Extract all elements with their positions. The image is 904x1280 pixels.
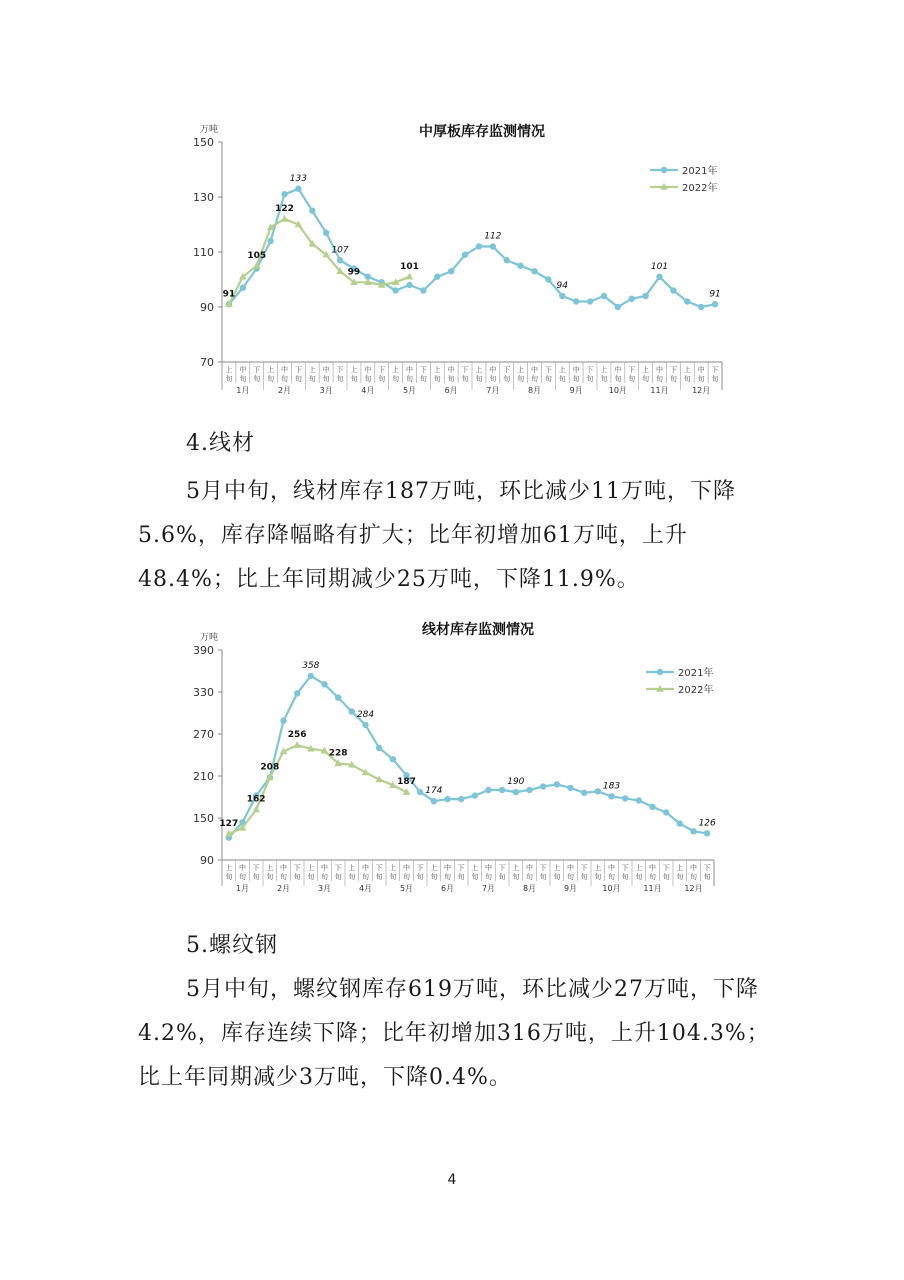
wire-inventory-chart <box>180 614 740 894</box>
x-month-label: 6月 <box>444 386 458 395</box>
data-point-2021 <box>267 238 273 244</box>
y-tick-label: 90 <box>200 854 214 867</box>
wire-section-paragraph: 5月中旬，线材库存187万吨，环比减少11万吨，下降5.6%，库存降幅略有扩大；比年初增加61万吨，上升48.4%；比上年同期减少25万吨，下降11.9%。 <box>138 479 736 592</box>
data-point-2021 <box>472 792 478 798</box>
x-month-label: 11月 <box>650 386 669 395</box>
x-period-label: 旬 <box>594 873 602 881</box>
data-point-2021 <box>540 783 546 789</box>
data-label: 99 <box>347 267 361 278</box>
x-period-label: 旬 <box>512 873 520 881</box>
y-tick-label: 150 <box>193 136 214 149</box>
x-period-label: 下 <box>416 864 424 872</box>
data-point-2021 <box>573 298 579 304</box>
x-period-label: 旬 <box>225 873 233 881</box>
data-point-2021 <box>295 186 301 192</box>
data-point-2021 <box>499 787 505 793</box>
data-point-2021 <box>615 304 621 310</box>
data-point-2021 <box>513 789 519 795</box>
x-period-label: 下 <box>539 864 547 872</box>
legend-marker <box>661 167 667 173</box>
x-period-label: 下 <box>457 864 465 872</box>
x-period-label: 旬 <box>266 873 274 881</box>
data-point-2021 <box>554 781 560 787</box>
x-period-label: 旬 <box>294 375 302 383</box>
x-period-label: 下 <box>334 864 342 872</box>
y-tick-label: 90 <box>200 301 214 314</box>
data-point-2021 <box>649 804 655 810</box>
x-period-label: 中 <box>281 366 288 374</box>
x-period-label: 上 <box>225 864 233 872</box>
x-period-label: 上 <box>635 864 643 872</box>
data-point-2021 <box>712 301 718 307</box>
data-point-2021 <box>417 789 423 795</box>
data-point-2021 <box>567 785 573 791</box>
data-point-2021 <box>434 274 440 280</box>
data-point-2021 <box>444 796 450 802</box>
x-period-label: 旬 <box>531 375 538 383</box>
x-period-label: 中 <box>485 864 492 872</box>
data-point-2021 <box>677 820 683 826</box>
x-period-label: 上 <box>433 366 441 374</box>
x-period-label: 下 <box>253 366 261 374</box>
x-period-label: 旬 <box>447 375 455 383</box>
x-period-label: 旬 <box>586 375 594 383</box>
x-month-label: 5月 <box>399 884 414 893</box>
x-period-label: 旬 <box>642 375 650 383</box>
data-label: 107 <box>331 245 349 256</box>
data-label: 256 <box>287 730 307 741</box>
x-period-label: 下 <box>378 366 386 374</box>
x-period-label: 旬 <box>321 873 328 881</box>
x-period-label: 中 <box>489 366 497 374</box>
rebar-section-heading: 5.螺纹钢 <box>186 933 278 958</box>
x-period-label: 中 <box>697 366 705 374</box>
x-period-label: 下 <box>628 366 636 374</box>
x-period-label: 上 <box>266 864 274 872</box>
x-period-label: 中 <box>239 366 247 374</box>
x-month-label: 9月 <box>569 386 583 395</box>
x-period-label: 上 <box>683 366 691 374</box>
y-tick-label: 130 <box>193 191 214 204</box>
x-period-label: 中 <box>280 864 287 872</box>
plate-inventory-chart-svg <box>180 110 740 400</box>
x-period-label: 旬 <box>697 375 705 383</box>
x-period-label: 中 <box>649 864 656 872</box>
data-point-2022 <box>406 273 414 280</box>
data-label: 183 <box>602 781 621 792</box>
x-period-label: 旬 <box>471 873 479 881</box>
data-label: 208 <box>260 762 280 773</box>
x-period-label: 上 <box>558 366 566 374</box>
data-label: 127 <box>219 819 239 830</box>
x-period-label: 旬 <box>461 375 469 383</box>
data-point-2021 <box>485 787 491 793</box>
x-period-label: 旬 <box>281 375 288 383</box>
x-month-label: 10月 <box>608 386 627 395</box>
x-period-label: 旬 <box>628 375 636 383</box>
x-period-label: 下 <box>586 366 594 374</box>
x-period-label: 下 <box>419 366 427 374</box>
y-tick-label: 210 <box>193 770 214 783</box>
data-point-2021 <box>559 293 565 299</box>
x-month-label: 2月 <box>276 884 291 893</box>
x-period-label: 旬 <box>544 375 552 383</box>
data-label: 174 <box>425 786 443 797</box>
data-point-2021 <box>642 293 648 299</box>
data-label: 133 <box>289 173 307 184</box>
y-axis-unit: 万吨 <box>199 633 218 643</box>
x-month-label: 12月 <box>684 884 703 893</box>
data-point-2021 <box>281 191 287 197</box>
x-month-label: 5月 <box>402 386 417 395</box>
x-month-label: 6月 <box>440 884 455 893</box>
data-label: 162 <box>246 794 266 805</box>
x-period-label: 旬 <box>567 873 574 881</box>
x-month-label: 1月 <box>235 884 250 893</box>
x-period-label: 下 <box>621 864 629 872</box>
x-period-label: 旬 <box>553 873 561 881</box>
data-point-2021 <box>608 793 614 799</box>
y-tick-label: 150 <box>193 812 214 825</box>
data-point-2021 <box>309 208 315 214</box>
series-line-2022年 <box>229 745 407 834</box>
x-period-label: 旬 <box>711 375 719 383</box>
x-period-label: 旬 <box>558 375 566 383</box>
x-period-label: 旬 <box>662 873 670 881</box>
x-period-label: 旬 <box>403 873 410 881</box>
x-period-label: 下 <box>544 366 552 374</box>
data-point-2021 <box>308 673 314 679</box>
data-point-2021 <box>545 276 551 282</box>
data-point-2021 <box>684 298 690 304</box>
x-period-label: 旬 <box>526 873 533 881</box>
data-point-2021 <box>294 690 300 696</box>
y-tick-label: 110 <box>193 246 214 259</box>
x-month-label: 3月 <box>319 386 333 395</box>
x-period-label: 旬 <box>267 375 275 383</box>
x-period-label: 旬 <box>621 873 629 881</box>
x-period-label: 中 <box>322 366 330 374</box>
x-period-label: 旬 <box>239 873 246 881</box>
x-period-label: 上 <box>348 864 356 872</box>
x-period-label: 下 <box>461 366 469 374</box>
x-period-label: 旬 <box>683 375 691 383</box>
series-line-2021年 <box>229 676 707 838</box>
legend-label: 2021年 <box>682 166 718 177</box>
data-label: 358 <box>302 660 320 671</box>
x-period-label: 旬 <box>239 375 247 383</box>
x-period-label: 旬 <box>444 873 451 881</box>
x-period-label: 旬 <box>362 873 369 881</box>
x-period-label: 下 <box>711 366 719 374</box>
x-period-label: 旬 <box>656 375 663 383</box>
data-point-2021 <box>698 304 704 310</box>
series-line-2021年 <box>229 189 715 307</box>
data-point-2021 <box>581 790 587 796</box>
data-point-2021 <box>587 298 593 304</box>
x-period-label: 中 <box>656 366 663 374</box>
x-period-label: 上 <box>676 864 684 872</box>
data-point-2021 <box>420 287 426 293</box>
x-period-label: 旬 <box>252 873 260 881</box>
x-period-label: 上 <box>600 366 608 374</box>
data-label: 101 <box>650 261 669 272</box>
x-month-label: 8月 <box>527 386 542 395</box>
x-period-label: 上 <box>308 366 316 374</box>
x-period-label: 下 <box>336 366 344 374</box>
rebar-section-paragraph: 5月中旬，螺纹钢库存619万吨，环比减少27万吨，下降4.2%，库存连续下降；比年初增加316万吨，上升104.3%；比上年同期减少3万吨，下降0.4%。 <box>138 977 770 1090</box>
data-point-2021 <box>690 828 696 834</box>
x-period-label: 下 <box>375 864 383 872</box>
x-period-label: 上 <box>475 366 483 374</box>
data-point-2021 <box>321 681 327 687</box>
data-point-2021 <box>704 830 710 836</box>
data-label: 105 <box>247 250 267 261</box>
x-period-label: 上 <box>642 366 650 374</box>
x-period-label: 旬 <box>389 873 397 881</box>
data-point-2021 <box>240 285 246 291</box>
x-period-label: 下 <box>662 864 670 872</box>
x-period-label: 上 <box>517 366 525 374</box>
wire-section-heading: 4.线材 <box>186 431 255 456</box>
x-period-label: 旬 <box>614 375 622 383</box>
x-period-label: 中 <box>447 366 455 374</box>
data-point-2021 <box>337 257 343 263</box>
x-period-label: 旬 <box>676 873 684 881</box>
y-tick-label: 70 <box>200 356 214 369</box>
wire-inventory-chart-svg <box>180 614 740 894</box>
x-period-label: 旬 <box>416 873 424 881</box>
x-month-label: 2月 <box>277 386 292 395</box>
data-point-2021 <box>531 268 537 274</box>
x-period-label: 旬 <box>375 873 383 881</box>
x-period-label: 旬 <box>608 873 615 881</box>
series-line-2022年 <box>229 219 410 304</box>
x-period-label: 上 <box>471 864 479 872</box>
x-period-label: 下 <box>294 366 302 374</box>
data-label: 126 <box>698 818 716 829</box>
x-period-label: 中 <box>608 864 615 872</box>
x-period-label: 旬 <box>280 873 287 881</box>
chart-title: 线材库存监测情况 <box>422 622 534 638</box>
data-label: 91 <box>709 289 721 300</box>
x-month-label: 3月 <box>317 884 332 893</box>
data-label: 94 <box>556 281 569 291</box>
data-point-2021 <box>376 745 382 751</box>
data-point-2021 <box>526 787 532 793</box>
data-point-2021 <box>595 788 601 794</box>
x-period-label: 旬 <box>539 873 547 881</box>
x-period-label: 旬 <box>572 375 580 383</box>
x-period-label: 中 <box>239 864 246 872</box>
data-point-2021 <box>490 243 496 249</box>
data-point-2021 <box>349 708 355 714</box>
x-period-label: 旬 <box>475 375 483 383</box>
data-point-2021 <box>392 287 398 293</box>
data-point-2021 <box>448 268 454 274</box>
x-period-label: 上 <box>389 864 397 872</box>
data-label: 187 <box>397 777 416 788</box>
x-period-label: 下 <box>252 864 260 872</box>
x-month-label: 11月 <box>643 884 662 893</box>
x-period-label: 旬 <box>485 873 492 881</box>
data-point-2022 <box>293 741 301 748</box>
data-point-2021 <box>476 243 482 249</box>
data-point-2021 <box>663 809 669 815</box>
x-period-label: 旬 <box>322 375 330 383</box>
x-period-label: 中 <box>690 864 697 872</box>
data-label: 190 <box>507 777 525 788</box>
x-month-label: 4月 <box>361 386 375 395</box>
x-period-label: 中 <box>403 864 410 872</box>
x-period-label: 上 <box>350 366 358 374</box>
x-period-label: 旬 <box>307 873 315 881</box>
data-point-2021 <box>629 296 635 302</box>
data-label: 228 <box>328 748 348 759</box>
data-point-2021 <box>323 230 329 236</box>
x-period-label: 旬 <box>350 375 358 383</box>
x-period-label: 下 <box>580 864 588 872</box>
y-tick-label: 390 <box>193 644 214 657</box>
legend-label: 2021年 <box>678 668 714 679</box>
data-label: 91 <box>222 289 236 300</box>
x-period-label: 上 <box>307 864 315 872</box>
x-period-label: 中 <box>572 366 580 374</box>
x-period-label: 中 <box>531 366 538 374</box>
data-point-2022 <box>252 806 260 813</box>
x-period-label: 中 <box>406 366 413 374</box>
x-period-label: 上 <box>392 366 400 374</box>
x-period-label: 上 <box>225 366 233 374</box>
x-period-label: 旬 <box>334 873 342 881</box>
x-period-label: 中 <box>364 366 372 374</box>
x-period-label: 旬 <box>392 375 400 383</box>
plate-inventory-chart <box>180 110 740 400</box>
data-point-2021 <box>280 718 286 724</box>
y-axis-unit: 万吨 <box>199 125 218 135</box>
legend-label: 2022年 <box>678 685 714 696</box>
x-month-label: 10月 <box>602 884 621 893</box>
x-period-label: 旬 <box>580 873 588 881</box>
x-period-label: 旬 <box>378 375 386 383</box>
x-period-label: 上 <box>267 366 275 374</box>
x-period-label: 旬 <box>690 873 697 881</box>
x-month-label: 1月 <box>236 386 250 395</box>
data-point-2021 <box>458 796 464 802</box>
y-tick-label: 330 <box>193 686 214 699</box>
x-period-label: 中 <box>321 864 328 872</box>
data-point-2021 <box>390 756 396 762</box>
x-period-label: 下 <box>293 864 301 872</box>
x-period-label: 旬 <box>649 873 656 881</box>
data-point-2022 <box>281 215 289 222</box>
x-period-label: 旬 <box>430 873 438 881</box>
x-period-label: 旬 <box>498 873 506 881</box>
x-period-label: 旬 <box>348 873 356 881</box>
x-period-label: 旬 <box>517 375 525 383</box>
data-point-2021 <box>335 694 341 700</box>
data-point-2021 <box>622 795 628 801</box>
x-period-label: 旬 <box>457 873 465 881</box>
legend-label: 2022年 <box>682 183 718 194</box>
x-period-label: 中 <box>567 864 574 872</box>
x-period-label: 旬 <box>600 375 608 383</box>
x-period-label: 下 <box>503 366 511 374</box>
x-period-label: 旬 <box>225 375 233 383</box>
data-label: 112 <box>484 231 502 242</box>
data-point-2021 <box>362 722 368 728</box>
data-point-2021 <box>462 252 468 258</box>
x-month-label: 8月 <box>522 884 537 893</box>
x-period-label: 旬 <box>669 375 677 383</box>
x-period-label: 旬 <box>635 873 643 881</box>
x-period-label: 旬 <box>293 873 301 881</box>
x-period-label: 旬 <box>364 375 372 383</box>
x-period-label: 中 <box>362 864 369 872</box>
chart-title: 中厚板库存监测情况 <box>419 124 545 140</box>
data-point-2021 <box>406 282 412 288</box>
x-period-label: 上 <box>594 864 602 872</box>
legend-marker <box>657 669 663 675</box>
x-period-label: 旬 <box>489 375 497 383</box>
x-period-label: 旬 <box>419 375 427 383</box>
x-period-label: 旬 <box>253 375 261 383</box>
x-month-label: 12月 <box>692 386 711 395</box>
data-point-2021 <box>670 287 676 293</box>
data-point-2021 <box>517 263 523 269</box>
data-point-2021 <box>656 274 662 280</box>
data-label: 284 <box>356 709 375 720</box>
x-period-label: 中 <box>444 864 451 872</box>
x-period-label: 下 <box>669 366 677 374</box>
x-period-label: 上 <box>553 864 561 872</box>
x-period-label: 下 <box>703 864 711 872</box>
x-month-label: 7月 <box>486 386 500 395</box>
data-point-2021 <box>601 293 607 299</box>
x-period-label: 旬 <box>308 375 316 383</box>
data-label: 122 <box>275 204 294 214</box>
page-number: 4 <box>447 1172 457 1188</box>
y-tick-label: 270 <box>193 728 214 741</box>
x-period-label: 中 <box>614 366 622 374</box>
x-period-label: 中 <box>526 864 533 872</box>
x-period-label: 旬 <box>406 375 413 383</box>
x-month-label: 7月 <box>481 884 496 893</box>
x-period-label: 旬 <box>336 375 344 383</box>
x-period-label: 下 <box>498 864 506 872</box>
x-month-label: 9月 <box>563 884 578 893</box>
x-period-label: 上 <box>512 864 520 872</box>
data-label: 101 <box>400 261 419 272</box>
data-point-2021 <box>504 257 510 263</box>
x-period-label: 旬 <box>703 873 711 881</box>
data-point-2021 <box>431 798 437 804</box>
x-period-label: 旬 <box>433 375 441 383</box>
x-period-label: 旬 <box>503 375 511 383</box>
x-month-label: 4月 <box>358 884 373 893</box>
data-point-2021 <box>636 797 642 803</box>
x-period-label: 上 <box>430 864 438 872</box>
